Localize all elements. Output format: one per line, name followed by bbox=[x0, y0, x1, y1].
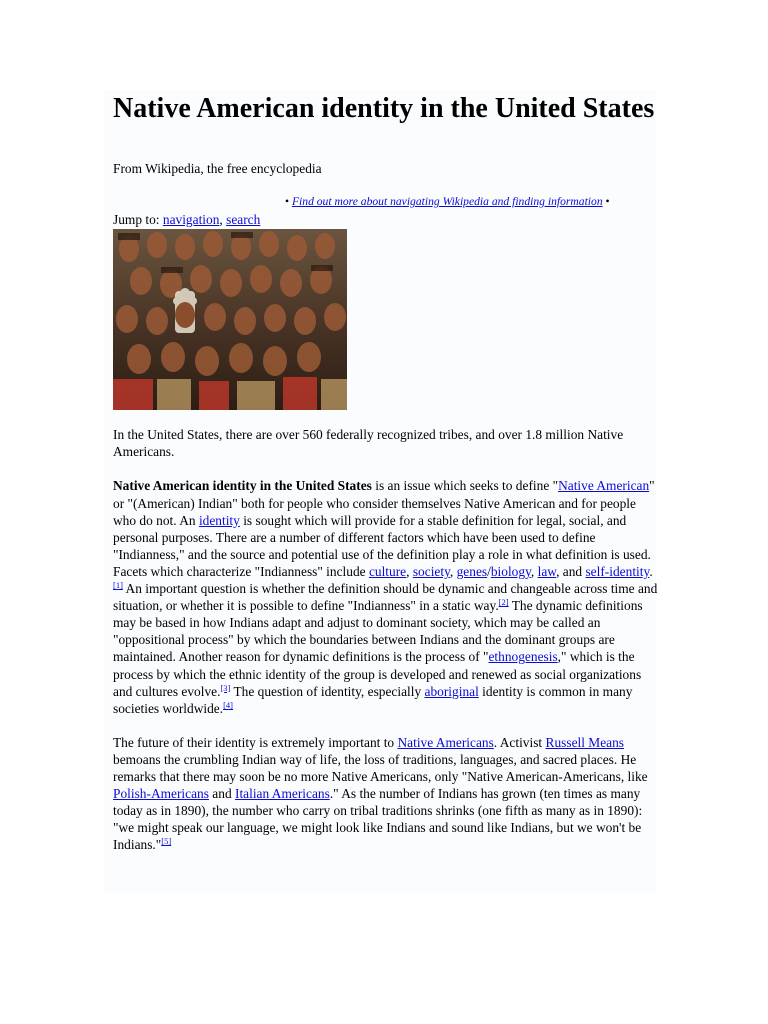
text-run: . Activist bbox=[493, 734, 546, 750]
link-ethnogenesis[interactable]: ethnogenesis bbox=[488, 649, 558, 665]
link-identity[interactable]: identity bbox=[198, 512, 240, 528]
image-caption: In the United States, there are over 560 federally recognized tribes, and over 1.8 million Native Americans. bbox=[113, 427, 624, 460]
findout-link[interactable]: Find out more about navigating Wikipedia and finding information bbox=[291, 195, 603, 209]
jump-to-search-link[interactable]: search bbox=[226, 212, 261, 228]
paragraph-future bbox=[113, 734, 658, 854]
site-subtitle: From Wikipedia, the free encyclopedia bbox=[113, 161, 322, 176]
reference-5[interactable]: [5] bbox=[161, 836, 172, 847]
jump-to-navigation-link[interactable]: navigation bbox=[162, 212, 220, 228]
text-run: An important question is whether the definition should be dynamic and changeable across time and situation, or whether it is possible to define "Indianness" in a static way. bbox=[113, 581, 658, 614]
link-genes[interactable]: genes bbox=[456, 563, 488, 579]
link-biology[interactable]: biology bbox=[490, 563, 531, 579]
text-run: ," which is the process by which the ethnic identity of the group is developed and renewed as social organizations and cultures evolve. bbox=[113, 649, 642, 699]
reference-3[interactable]: [3] bbox=[220, 682, 231, 693]
text-run: The future of their identity is extremely important to bbox=[113, 734, 398, 750]
link-russell-means[interactable]: Russell Means bbox=[545, 734, 624, 750]
text-run: The question of identity, especially bbox=[230, 683, 425, 699]
reference-1[interactable]: [1] bbox=[113, 580, 123, 591]
text-run: is sought which will provide for a stable definition for legal, social, and personal purposes. There are a number of different factors which have been used to define "Indianness," and the source and potential use of the definition play a role in what definition is used. Facets which characterize "Indianness" include bbox=[113, 512, 651, 579]
link-polish-americans[interactable]: Polish-Americans bbox=[113, 786, 209, 802]
link-culture[interactable]: culture bbox=[368, 563, 407, 579]
link-native-americans[interactable]: Native Americans bbox=[397, 734, 494, 750]
link-society[interactable]: society bbox=[412, 563, 450, 579]
text-run: The dynamic definitions may be based in how Indians adapt and adjust to dominant society, which may be called an "oppositional process" by which the boundaries between Indians and the dominant groups are maintained. Another reason for dynamic definitions is the process of " bbox=[113, 598, 643, 665]
native-americans-group-painting[interactable] bbox=[113, 229, 347, 410]
text-run: ." As the number of Indians has grown (ten times as many today as in 1890), the number who carry on tribal traditions shrinks (one fifth as many as in 1890): "we might speak our language, we might look like Indians and sound like Indians, but we won't be Indians." bbox=[113, 786, 643, 853]
link-aboriginal[interactable]: aboriginal bbox=[424, 683, 479, 699]
text-run: , bbox=[449, 563, 457, 579]
jump-to bbox=[113, 211, 658, 228]
jump-to-separator: , bbox=[219, 212, 223, 228]
text-run: / bbox=[487, 563, 491, 579]
text-run: identity is common in many societies worldwide. bbox=[113, 683, 633, 716]
text-run: bemoans the crumbling Indian way of life, the loss of traditions, languages, and sacred places. He remarks that there may soon be no more Native Americans, only "Native American-Americans, like bbox=[113, 751, 648, 784]
bullet-left: • bbox=[285, 195, 290, 209]
link-italian-americans[interactable]: Italian Americans bbox=[234, 786, 330, 802]
text-run: " or "(American) Indian" both for people who consider themselves Native American and for people who do not. An bbox=[113, 478, 655, 528]
bullet-right: • bbox=[605, 195, 610, 209]
link-law[interactable]: law bbox=[537, 563, 557, 579]
article-subject-bold: Native American identity in the United States bbox=[113, 478, 372, 494]
page-title: Native American identity in the United States bbox=[113, 93, 655, 124]
article-content bbox=[113, 92, 658, 853]
text-run: , bbox=[406, 563, 413, 579]
jump-to-label: Jump to: bbox=[113, 212, 160, 228]
link-native-american[interactable]: Native American bbox=[558, 478, 650, 494]
text-run: and bbox=[208, 786, 235, 802]
reference-4[interactable]: [4] bbox=[223, 699, 233, 710]
text-run: is an issue which seeks to define " bbox=[371, 478, 559, 494]
text-run: , and bbox=[556, 563, 586, 579]
reference-2[interactable]: [2] bbox=[498, 597, 509, 608]
text-run: , bbox=[530, 563, 538, 579]
findout-notice bbox=[113, 193, 658, 210]
paragraph-intro bbox=[113, 477, 658, 716]
text-run: . bbox=[649, 563, 653, 579]
link-self-identity[interactable]: self-identity bbox=[585, 563, 650, 579]
